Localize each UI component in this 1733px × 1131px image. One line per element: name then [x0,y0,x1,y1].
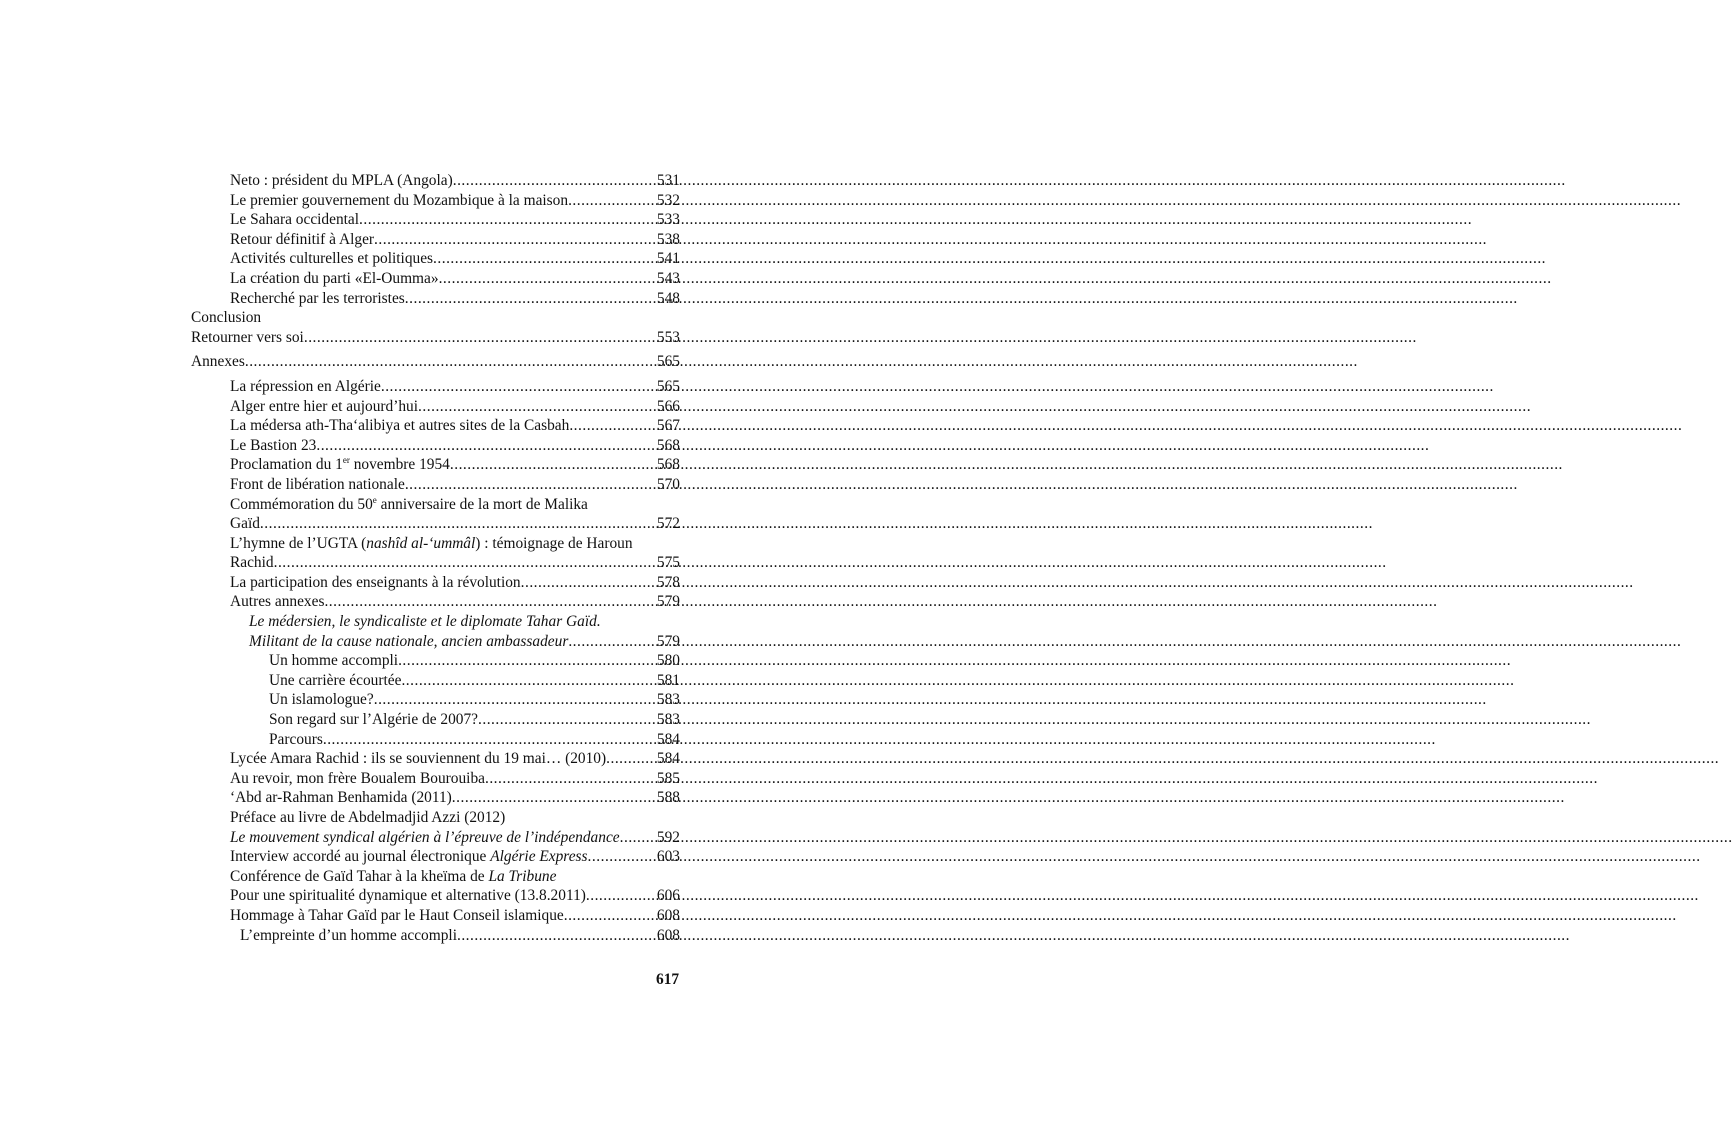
toc-entry: ‘Abd ar-Rahman Benhamida (2011) ..... 588 [191,788,680,808]
page-ref: 579 [656,593,680,611]
page-ref: 579 [656,632,680,650]
page-ref: 565 [656,377,680,395]
dot-leader [439,269,657,289]
toc-entry: Interview accordé au journal électronique Algérie Express ..... 603 [191,847,680,867]
toc-entry: Alger entre hier et aujourd’hui ..... 566 [191,397,680,417]
toc-entry: Pour une spiritualité dynamique et alternative (13.8.2011) ..... 606 [191,886,680,906]
dot-leader [405,475,657,495]
dot-leader [620,828,657,848]
dot-leader [588,847,657,867]
dot-leader [374,230,657,250]
toc-entry-line: Commémoration du 50e anniversaire de la mort de Malika [230,494,588,513]
toc-entry: Hommage à Tahar Gaïd par le Haut Conseil islamique ..... 608 [191,906,680,926]
page-ref: 584 [656,750,680,768]
toc-entry: Le Bastion 23 ..... 568 [191,436,680,456]
toc-entry: Retour définitif à Alger ..... 538 [191,230,680,250]
toc-entry: Parcours ..... 584 [191,730,680,750]
dot-leader [586,886,657,906]
toc-entry-annexes: Annexes ..... 565 [191,352,680,372]
dot-leader [374,690,657,710]
dot-leader [453,171,657,191]
dot-leader [401,671,656,691]
toc-entry: La répression en Algérie ..... 565 [191,377,680,397]
page-ref: 566 [656,397,680,415]
dot-leader [418,397,657,417]
dot-leader [274,553,657,573]
toc-entry: La médersa ath-Tha‘alibiya et autres sites de la Casbah ..... 567 [191,416,680,436]
page-ref: 581 [656,671,680,689]
dot-leader [457,926,657,946]
toc-entry-line: L’hymne de l’UGTA (nashîd al-‘ummâl) : témoignage de Haroun [230,534,633,552]
page-ref: 583 [656,691,680,709]
page-ref: 592 [656,828,680,846]
page-ref: 603 [656,848,680,866]
dot-leader [452,788,657,808]
page-ref: 548 [656,289,680,307]
table-of-contents [191,171,680,945]
toc-entry: Recherché par les terroristes ..... 548 [191,289,680,309]
page-ref: 541 [656,250,680,268]
dot-leader [260,514,657,534]
dot-leader [478,710,657,730]
page-ref: 533 [656,211,680,229]
dot-leader [569,416,657,436]
page-ref: 570 [656,475,680,493]
toc-entry: L’empreinte d’un homme accompli ..... 608 [191,926,680,946]
dot-leader [316,436,657,456]
toc-entry: Le premier gouvernement du Mozambique à la maison ..... 532 [191,191,680,211]
dot-leader [323,730,657,750]
page-ref: 578 [656,573,680,591]
page-ref: 565 [656,353,680,371]
dot-leader [606,749,657,769]
page-ref: 553 [656,328,680,346]
dot-leader [359,210,657,230]
toc-entry: Le mouvement syndical algérien à l’épreuve de l’indépendance ..... 592 [191,828,680,848]
toc-entry: Retourner vers soi ..... 553 [191,328,680,348]
dot-leader [564,906,657,926]
toc-entry-line: Préface au livre de Abdelmadjid Azzi (2012) [230,809,506,826]
dot-leader [245,352,657,372]
toc-entry-line: Le médersien, le syndicaliste et le diplomate Tahar Gaïd. [249,613,601,631]
toc-entry: Militant de la cause nationale, ancien ambassadeur ..... 579 [191,632,680,652]
toc-entry: Activités culturelles et politiques ..... 541 [191,249,680,269]
dot-leader [433,249,657,269]
page-ref: 568 [656,456,680,474]
dot-leader [405,289,657,309]
toc-entry: La création du parti «El-Oumma» ..... 543 [191,269,680,289]
dot-leader [485,769,657,789]
toc-entry: Un islamologue? ..... 583 [191,690,680,710]
page-ref: 532 [656,191,680,209]
page-ref: 585 [656,769,680,787]
page-number: 617 [656,971,680,988]
dot-leader [521,573,657,593]
toc-entry: Autres annexes ..... 579 [191,592,680,612]
page-ref: 606 [656,887,680,905]
page-ref: 580 [656,652,680,670]
toc-entry: Rachid ..... 575 [191,553,680,573]
toc-entry: Gaïd ..... 572 [191,514,680,534]
toc-entry-line: Conférence de Gaïd Tahar à la kheïma de La Tribune [230,867,557,885]
dot-leader [568,632,657,652]
toc-entry: Front de libération nationale ..... 570 [191,475,680,495]
page-ref: 583 [656,711,680,729]
toc-entry: Proclamation du 1er novembre 1954 ..... 568 [191,455,680,475]
page-ref: 538 [656,230,680,248]
page-ref: 588 [656,789,680,807]
page-ref: 608 [656,906,680,924]
dot-leader [324,592,656,612]
dot-leader [304,328,657,348]
dot-leader [398,651,657,671]
toc-entry: Une carrière écourtée ..... 581 [191,671,680,691]
dot-leader [568,191,657,211]
page-ref: 608 [656,926,680,944]
toc-entry: Neto : président du MPLA (Angola) ..... 531 [191,171,680,191]
toc-entry: Au revoir, mon frère Boualem Bourouiba ..... 585 [191,769,680,789]
dot-leader [450,455,657,475]
page-ref: 568 [656,436,680,454]
page-ref: 543 [656,269,680,287]
section-heading-conclusion: Conclusion [191,309,262,327]
page-ref: 572 [656,515,680,533]
page-ref: 531 [656,172,680,189]
toc-entry: La participation des enseignants à la révolution ..... 578 [191,573,680,593]
toc-entry: Un homme accompli ..... 580 [191,651,680,671]
page-ref: 567 [656,417,680,435]
dot-leader [381,377,657,397]
toc-entry: Son regard sur l’Algérie de 2007? ..... 583 [191,710,680,730]
toc-entry: Lycée Amara Rachid : ils se souviennent du 19 mai… (2010) ..... 584 [191,749,680,769]
page-ref: 575 [656,554,680,572]
page-ref: 584 [656,730,680,748]
toc-entry: Le Sahara occidental ..... 533 [191,210,680,230]
